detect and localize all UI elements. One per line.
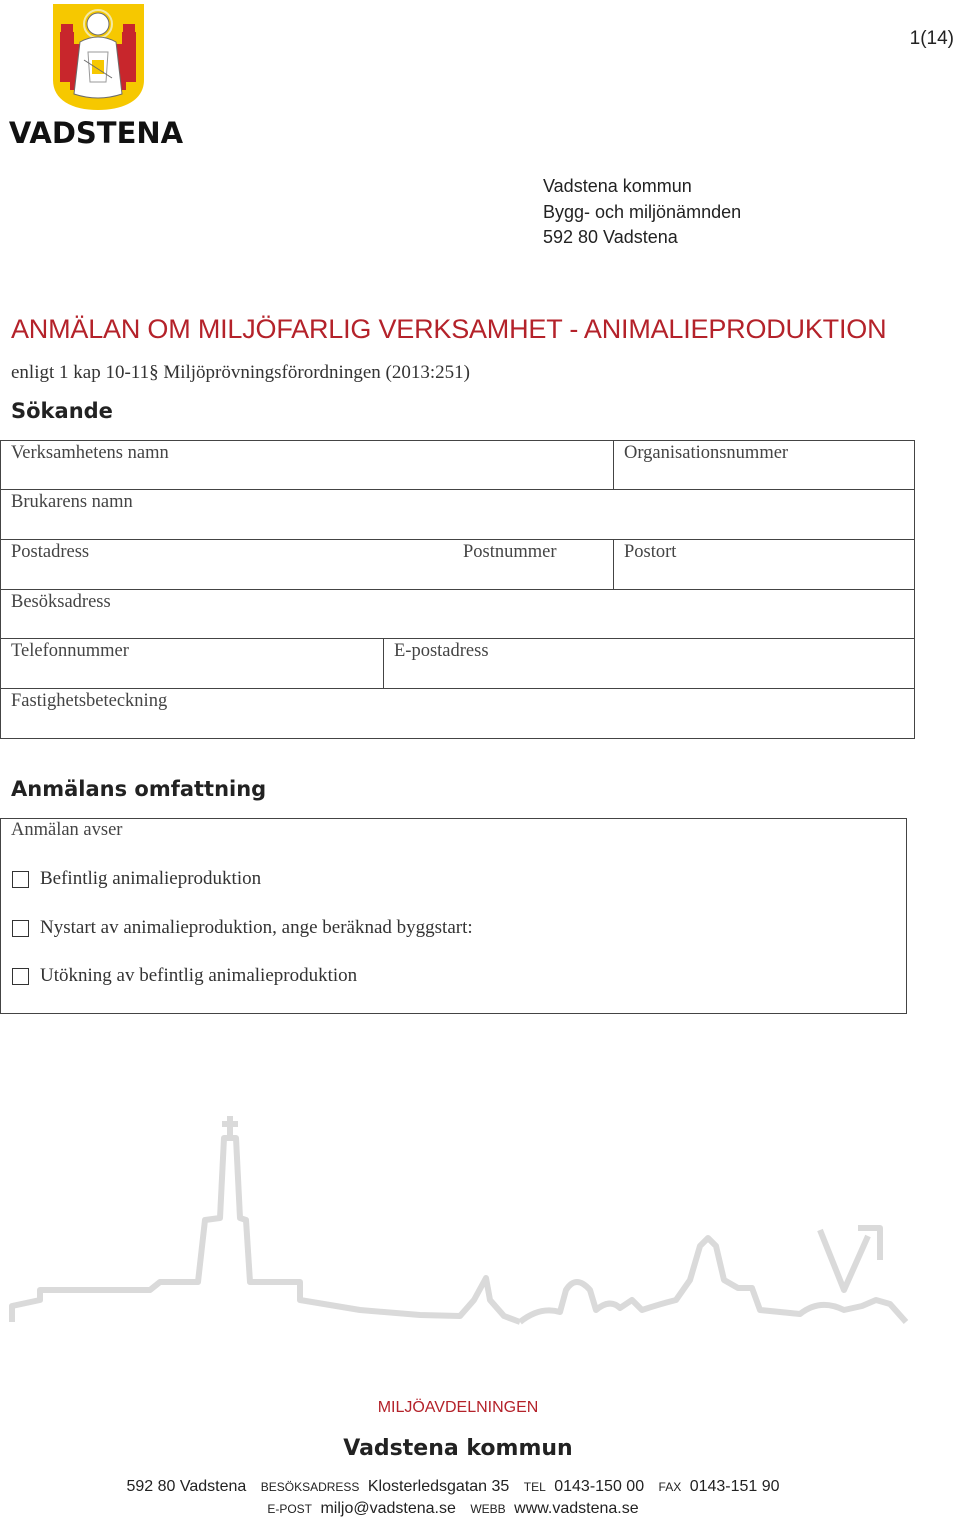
footer-visit-label: BESÖKSADRESS (260, 1480, 360, 1494)
postal-code-label: Postnummer (463, 542, 557, 562)
visiting-address-label: Besöksadress (11, 592, 111, 612)
recipient-address (543, 174, 741, 251)
user-name-field[interactable] (1, 490, 914, 539)
email-label: E-postadress (394, 641, 489, 661)
expansion-label: Utökning av befintlig animalieproduktion (40, 965, 358, 986)
postal-address-label: Postadress (11, 542, 90, 562)
form-rule (0, 738, 915, 739)
scope-label: Anmälan avser (11, 820, 123, 840)
org-number-label: Organisationsnummer (624, 443, 789, 463)
expansion-checkbox[interactable] (12, 968, 29, 985)
form-rule (0, 1013, 907, 1014)
new-production-label: Nystart av animalieproduktion, ange beräknad byggstart: (40, 917, 473, 938)
document-title: ANMÄLAN OM MILJÖFARLIG VERKSAMHET - ANIMALIEPRODUKTION (11, 314, 887, 344)
footer-fax-value: 0143-151 90 (689, 1478, 780, 1495)
municipality-name: Vadstena kommun (343, 1436, 573, 1461)
footer-contact-row-2 (0, 1500, 916, 1518)
existing-production-checkbox[interactable] (12, 871, 29, 888)
recipient-line-2: Bygg- och miljönämnden (543, 201, 742, 222)
page-number: 1(14) (909, 28, 954, 49)
form-rule (0, 818, 1, 1014)
property-designation-field[interactable] (1, 689, 914, 738)
phone-label: Telefonnummer (11, 641, 129, 661)
vadstena-logo (8, 2, 184, 150)
footer-tel-label: TEL (523, 1480, 546, 1494)
footer-fax-label: FAX (658, 1480, 682, 1494)
scope-heading: Anmälans omfattning (11, 777, 267, 801)
city-field[interactable] (614, 540, 914, 589)
phone-field[interactable] (1, 639, 383, 688)
user-name-label: Brukarens namn (11, 492, 133, 512)
form-rule (914, 440, 915, 739)
postal-address-field[interactable] (1, 540, 453, 589)
svg-text:VADSTENA: VADSTENA (8, 116, 184, 150)
document-subtitle: enligt 1 kap 10-11§ Miljöprövningsförordningen (2013:251) (11, 362, 470, 383)
footer-web-link[interactable]: www.vadstena.se (514, 1500, 639, 1517)
footer-email-link[interactable]: miljo@vadstena.se (320, 1500, 456, 1517)
recipient-line-3: 592 80 Vadstena (543, 227, 678, 247)
visiting-address-field[interactable] (1, 590, 914, 638)
org-number-field[interactable] (614, 441, 914, 489)
department-name: MILJÖAVDELNINGEN (377, 1399, 539, 1416)
form-rule (0, 818, 907, 819)
town-skyline-illustration (0, 1110, 960, 1410)
postal-code-field[interactable] (453, 540, 613, 589)
business-name-field[interactable] (1, 441, 613, 489)
property-designation-label: Fastighetsbeteckning (11, 691, 168, 711)
footer-contact-row-1 (0, 1478, 916, 1496)
business-name-label: Verksamhetens namn (11, 443, 169, 463)
recipient-line-1: Vadstena kommun (543, 176, 692, 196)
form-rule (906, 818, 907, 1014)
new-production-checkbox[interactable] (12, 920, 29, 937)
footer-postal: 592 80 Vadstena (126, 1478, 247, 1495)
applicant-heading: Sökande (11, 399, 113, 423)
email-field[interactable] (384, 639, 914, 688)
city-label: Postort (624, 542, 677, 562)
footer-email-label: E-POST (267, 1502, 313, 1516)
footer-visit-value: Klosterledsgatan 35 (367, 1478, 510, 1495)
existing-production-label: Befintlig animalieproduktion (40, 868, 262, 889)
footer-tel-value: 0143-150 00 (554, 1478, 645, 1495)
footer-web-label: WEBB (470, 1502, 506, 1516)
